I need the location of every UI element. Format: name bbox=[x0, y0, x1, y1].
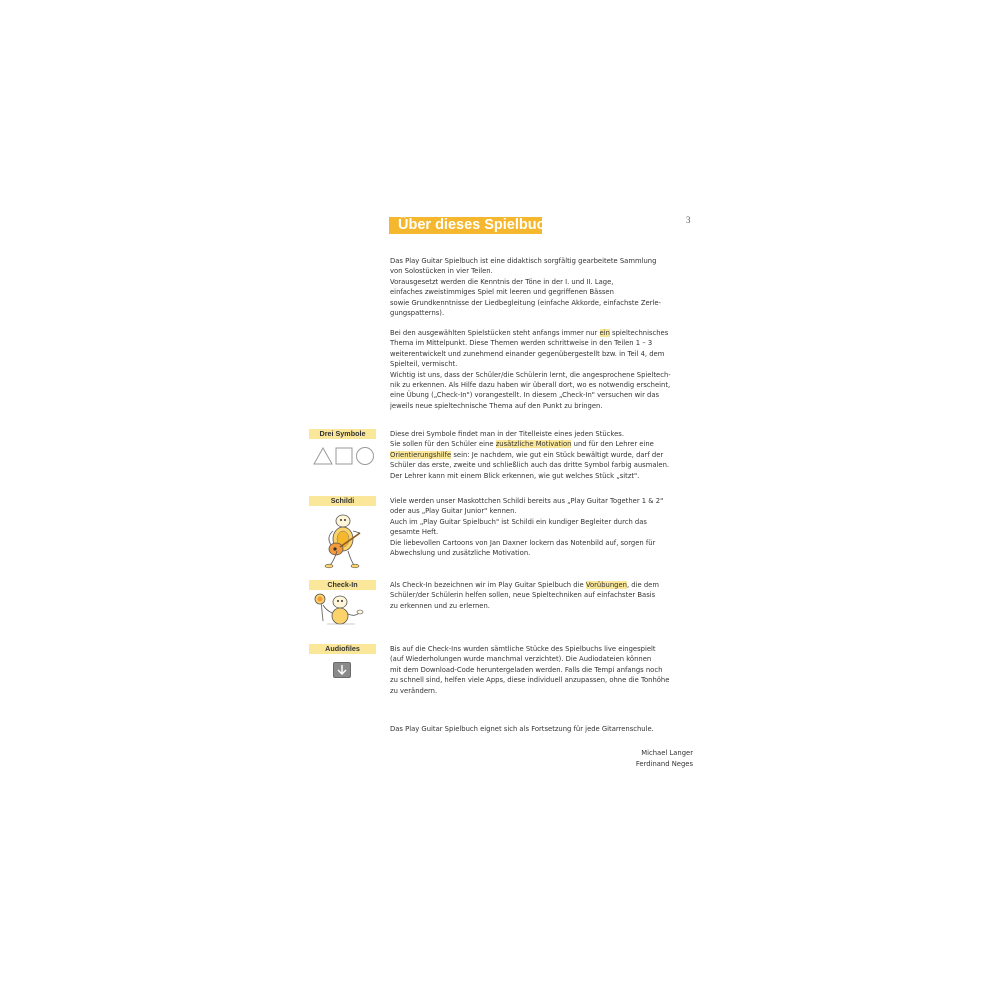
audiofiles-line: mit dem Download-Code heruntergeladen werden. Falls die Tempi anfangs noch bbox=[390, 665, 663, 674]
section-label-schildi bbox=[309, 496, 376, 506]
audiofiles-line: zu verändern. bbox=[390, 686, 438, 695]
triangle-icon bbox=[314, 448, 332, 464]
symbole-line: Der Lehrer kann mit einem Blick erkennen, wie gut welches Stück „sitzt". bbox=[390, 471, 640, 480]
audiofiles-line: zu schnell sind, helfen viele Apps, diese individuell anzupassen, ohne die Tonhöhe bbox=[390, 676, 670, 685]
checkin-line: zu erkennen und zu erlernen. bbox=[390, 601, 490, 610]
checkin-text: Als Check-In bezeichnen wir im Play Guitar Spielbuch die bbox=[390, 581, 586, 589]
schildi-line: oder aus „Play Guitar Junior" kennen. bbox=[390, 507, 517, 516]
intro-line: sowie Grundkenntnisse der Liedbegleitung (einfache Akkorde, einfachste Zerle- bbox=[390, 298, 661, 307]
schildi-line: Auch im „Play Guitar Spielbuch" ist Schildi ein kundiger Begleiter durch das bbox=[390, 517, 647, 526]
focus-line: jeweils neue spieltechnische Thema auf den Punkt zu bringen. bbox=[390, 401, 603, 410]
intro-line: Das Play Guitar Spielbuch ist eine didaktisch sorgfältig gearbeitete Sammlung bbox=[390, 257, 657, 265]
author-name: Michael Langer bbox=[641, 749, 693, 757]
focus-paragraph bbox=[390, 328, 690, 411]
section-label-audiofiles bbox=[309, 644, 376, 654]
focus-line bbox=[390, 328, 690, 338]
page-number: 3 bbox=[686, 215, 691, 225]
focus-text: spieltechnisches bbox=[609, 329, 669, 337]
schildi-line: Viele werden unser Maskottchen Schildi bereits aus „Play Guitar Together 1 & 2" bbox=[390, 497, 664, 505]
symbole-paragraph bbox=[390, 429, 690, 481]
symbole-text: sein: Je nachdem, wie gut ein Stück bewältigt wurde, darf der bbox=[451, 450, 664, 459]
square-icon bbox=[336, 448, 352, 464]
section-label-checkin bbox=[309, 580, 376, 590]
symbole-line bbox=[390, 450, 690, 460]
title-bar bbox=[389, 217, 554, 234]
section-label-symbole bbox=[309, 429, 376, 439]
section-label-text: Schildi bbox=[330, 496, 355, 505]
intro-line: Vorausgesetzt werden die Kenntnis der Töne in der I. und II. Lage, bbox=[390, 277, 614, 286]
author-signature bbox=[573, 748, 693, 769]
download-svg bbox=[333, 662, 351, 678]
schildi-line: Abwechslung und zusätzliche Motivation. bbox=[390, 549, 531, 558]
intro-line: einfaches zweistimmiges Spiel mit leeren und gegriffenen Bässen bbox=[390, 288, 614, 297]
schildi-line: gesamte Heft. bbox=[390, 528, 439, 537]
intro-paragraph bbox=[390, 256, 690, 318]
closing-paragraph bbox=[390, 724, 690, 734]
schildi-mascot-checkin bbox=[309, 591, 369, 627]
section-label-text: Audiofiles bbox=[325, 644, 360, 653]
page-title: Über dieses Spielbuch bbox=[398, 217, 554, 233]
three-symbols bbox=[313, 446, 375, 466]
symbols-svg bbox=[313, 446, 375, 466]
focus-line: Spielteil, vermischt. bbox=[390, 360, 458, 369]
highlight-ein: ein bbox=[599, 329, 610, 337]
focus-line: nik zu erkennen. Als Hilfe dazu haben wir überall dort, wo es notwendig erscheint, bbox=[390, 381, 671, 390]
download-icon bbox=[333, 662, 351, 678]
symbole-line: Diese drei Symbole findet man in der Titelleiste eines jeden Stückes. bbox=[390, 430, 624, 438]
symbole-text: Sie sollen für den Schüler eine bbox=[390, 440, 496, 449]
highlight-motivation: zusätzliche Motivation bbox=[495, 440, 572, 449]
author-name: Ferdinand Neges bbox=[635, 759, 693, 768]
highlight-orientierung: Orientierungshilfe bbox=[390, 450, 452, 459]
focus-line: Thema im Mittelpunkt. Diese Themen werden schrittweise in den Teilen 1 – 3 bbox=[390, 339, 653, 348]
highlight-voruebungen: Vorübungen bbox=[585, 581, 627, 589]
closing-line: Das Play Guitar Spielbuch eignet sich als Fortsetzung für jede Gitarrenschule. bbox=[390, 725, 654, 733]
section-label-text: Drei Symbole bbox=[319, 429, 366, 438]
symbole-text: und für den Lehrer eine bbox=[571, 440, 654, 449]
schildi-guitar-svg bbox=[316, 509, 371, 569]
schildi-checkin-svg bbox=[309, 591, 369, 627]
schildi-line: Die liebevollen Cartoons von Jan Daxner lockern das Notenbild auf, sorgen für bbox=[390, 538, 656, 547]
schildi-paragraph bbox=[390, 496, 690, 558]
symbole-line bbox=[390, 439, 690, 449]
audiofiles-line: (auf Wiederholungen wurde manchmal verzichtet). Die Audiodateien können bbox=[390, 655, 652, 664]
checkin-line: Schüler/der Schülerin helfen sollen, neue Spieltechniken auf einfachster Basis bbox=[390, 591, 656, 600]
section-label-text: Check-In bbox=[327, 580, 358, 589]
circle-icon bbox=[357, 448, 374, 465]
checkin-line bbox=[390, 580, 690, 590]
symbole-line: Schüler das erste, zweite und schließlich auch das dritte Symbol farbig ausmalen. bbox=[390, 461, 670, 470]
focus-line: Wichtig ist uns, dass der Schüler/die Schülerin lernt, die angesprochene Spieltech- bbox=[390, 370, 671, 379]
focus-line: weiterentwickelt und zunehmend einander gegenübergestellt bzw. in Teil 4, dem bbox=[390, 349, 665, 358]
checkin-text: , die dem bbox=[626, 581, 659, 589]
focus-line: eine Übung („Check-In") vorangestellt. In diesem „Check-In" versuchen wir das bbox=[390, 391, 660, 400]
checkin-paragraph bbox=[390, 580, 690, 611]
intro-line: gungspatterns). bbox=[390, 309, 445, 318]
focus-text: Bei den ausgewählten Spielstücken steht anfangs immer nur bbox=[390, 329, 600, 337]
intro-line: von Solostücken in vier Teilen. bbox=[390, 267, 493, 276]
schildi-mascot-guitar bbox=[316, 509, 371, 569]
audiofiles-line: Bis auf die Check-Ins wurden sämtliche Stücke des Spielbuchs live eingespielt bbox=[390, 645, 656, 653]
audiofiles-paragraph bbox=[390, 644, 690, 696]
